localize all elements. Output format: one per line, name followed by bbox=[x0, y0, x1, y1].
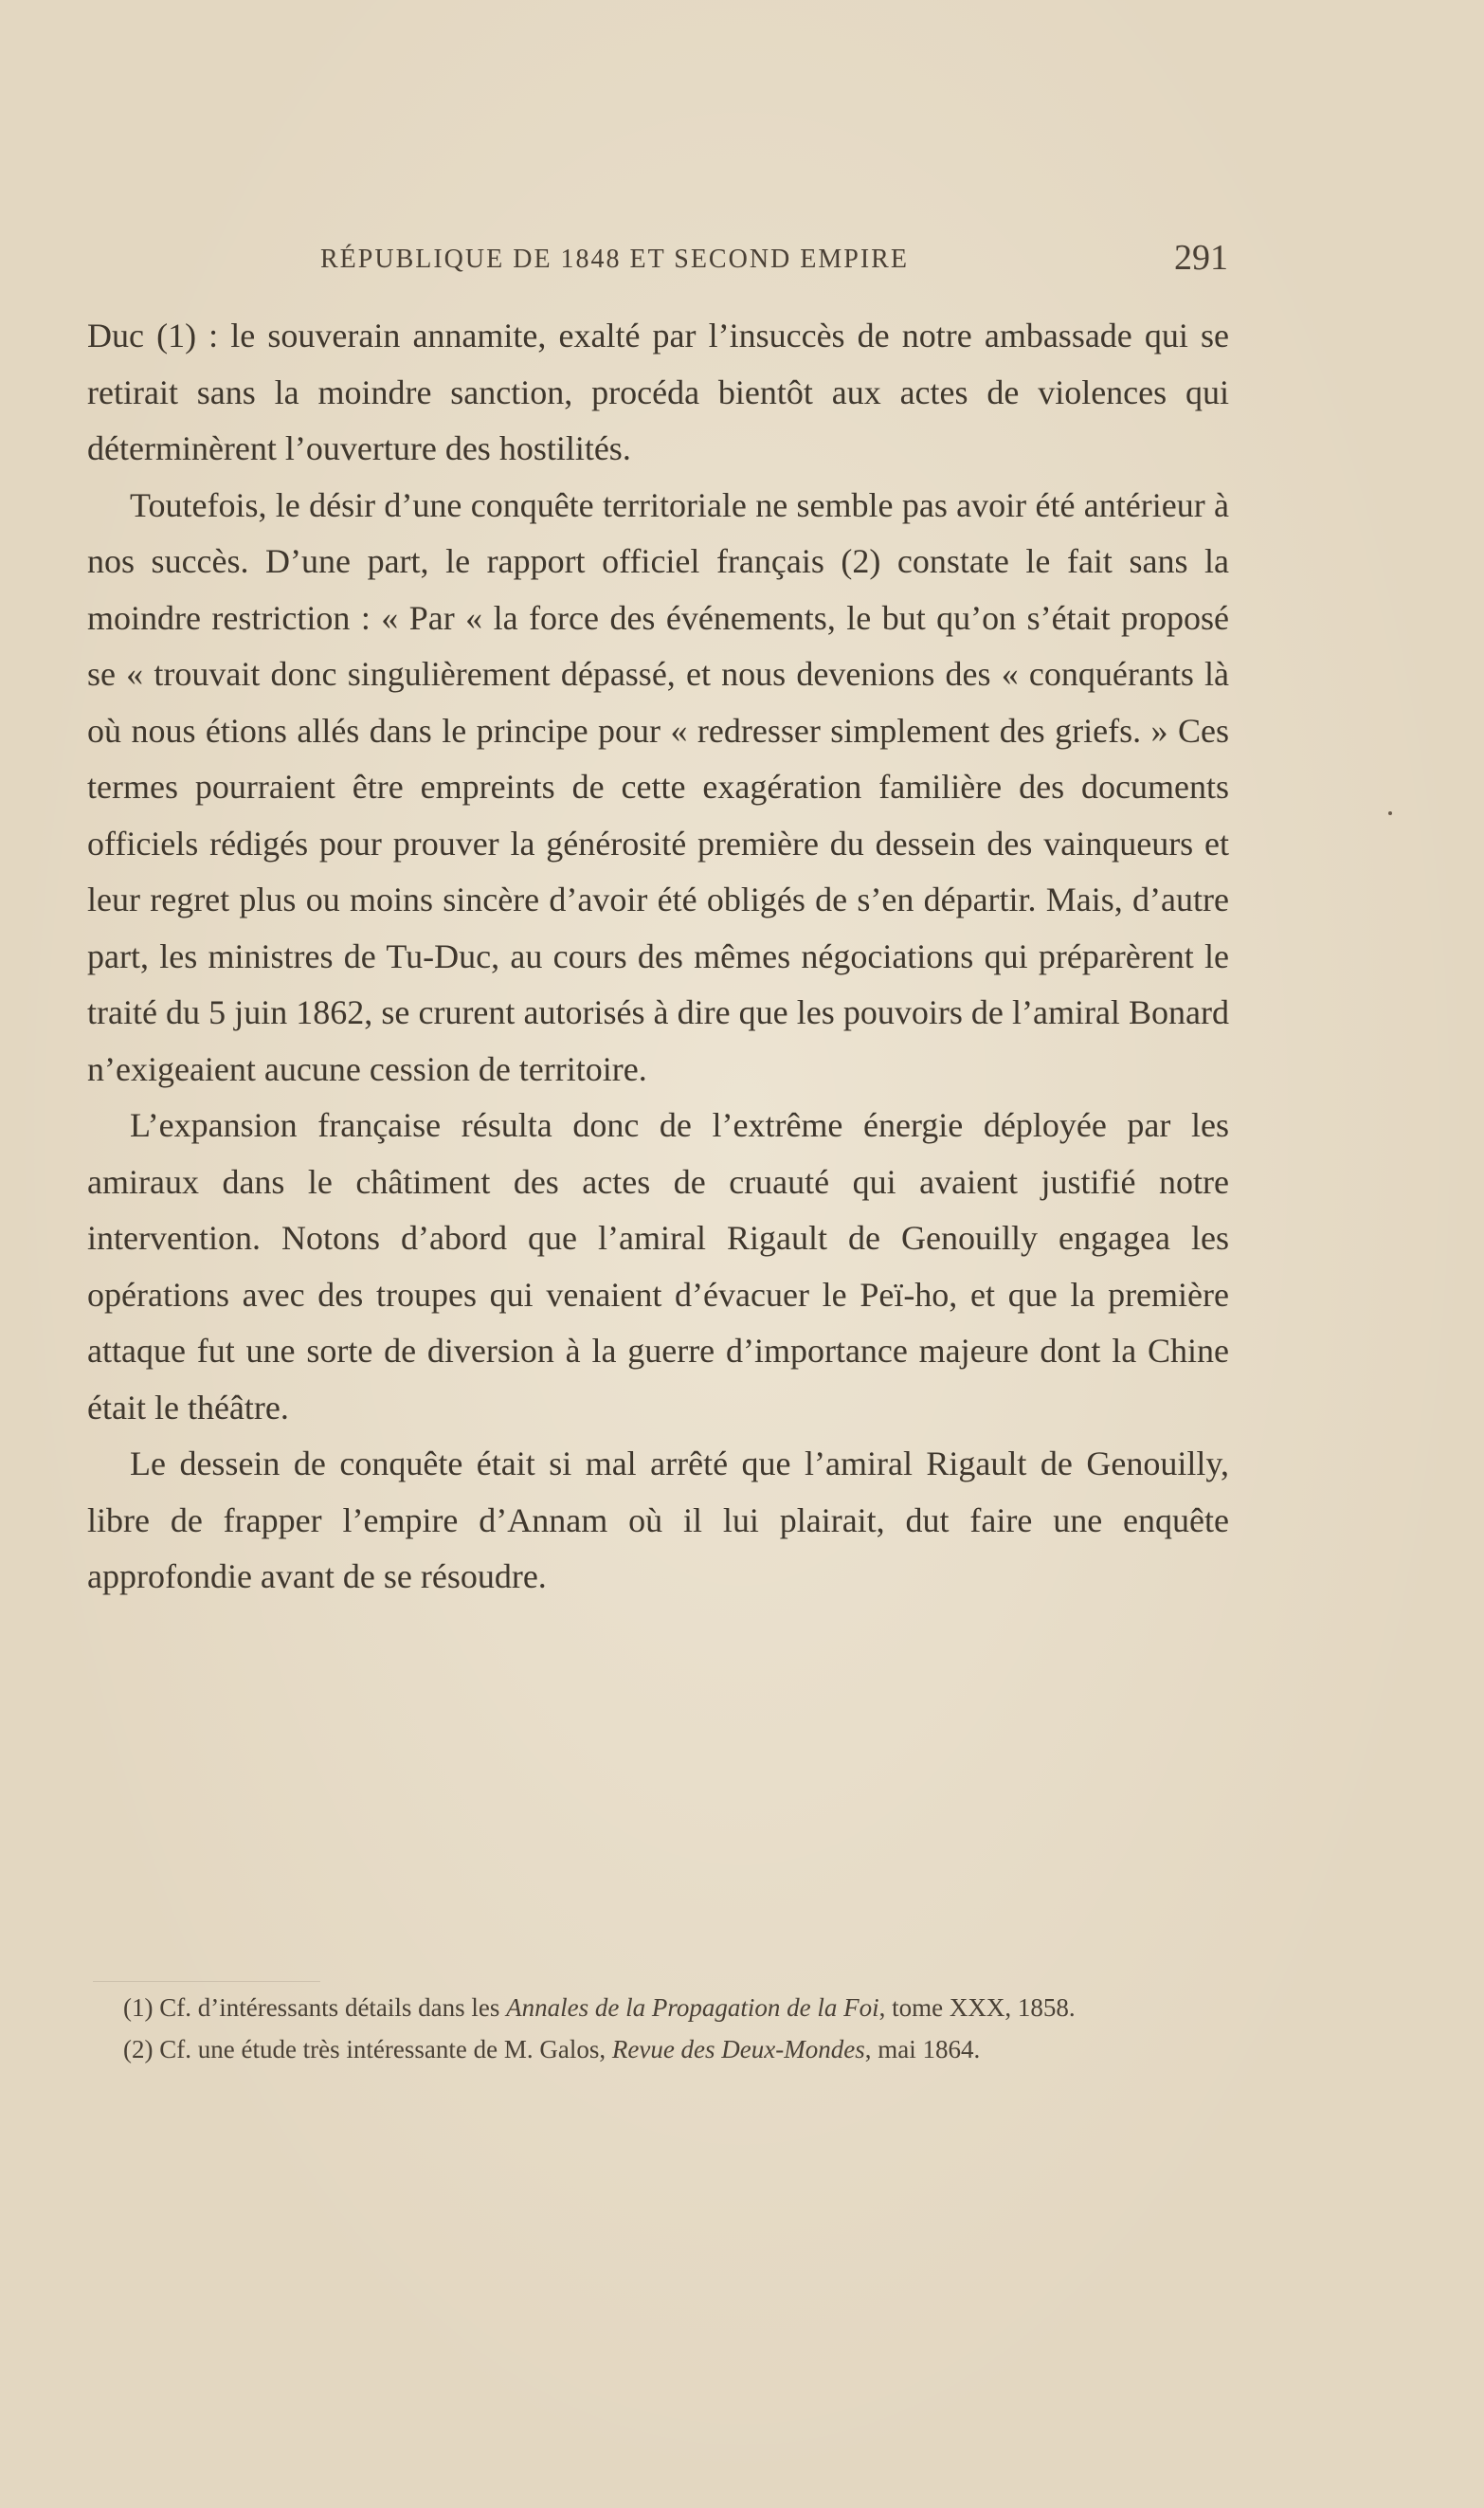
footnote-1 bbox=[91, 1990, 1228, 2025]
footnote-2 bbox=[91, 2032, 1228, 2066]
main-text bbox=[87, 308, 1229, 1606]
paragraph-2: Toutefois, le désir d’une conquête territoriale ne semble pas avoir été antérieur à nos succès. D’une part, le rapport officiel français (2) constate le fait sans la moindre restriction : « Par « la force des événements, le but qu’on s’était proposé se « trouvait donc singulièrement dépassé, et nous devenions des « conquérants là où nous étions allés dans le principe pour « redresser simplement des griefs. » Ces termes pourraient être empreints de cette exagération familière des documents officiels rédigés pour prouver la générosité première du dessein des vainqueurs et leur regret plus ou moins sincère d’avoir été obligés de s’en départir. Mais, d’autre part, les ministres de Tu-Duc, au cours des mêmes négociations qui préparèrent le traité du 5 juin 1862, se crurent autorisés à dire que les pouvoirs de l’amiral Bonard n’exigeaient aucune cession de territoire. bbox=[87, 485, 1229, 1088]
footnote-2-suffix: , mai 1864. bbox=[864, 2035, 981, 2063]
footnote-1-prefix: (1) Cf. d’intéressants détails dans les bbox=[123, 1993, 500, 2022]
running-title: RÉPUBLIQUE DE 1848 ET SECOND EMPIRE bbox=[320, 245, 909, 274]
paper-speck bbox=[1388, 811, 1392, 815]
footnote-1-suffix: , tome XXX, 1858. bbox=[878, 1993, 1076, 2022]
footnote-divider bbox=[93, 1981, 320, 1982]
footnote-2-prefix: (2) Cf. une étude très intéressante de M. Galos, bbox=[123, 2035, 606, 2063]
paragraph-1: Duc (1) : le souverain annamite, exalté par l’insuccès de notre ambassade qui se retirait sans la moindre sanction, procéda bientôt aux actes de violences qui déterminèrent l’ouverture des hostilités. bbox=[87, 317, 1229, 467]
footnotes bbox=[91, 1990, 1228, 2074]
paragraph-4: Le dessein de conquête était si mal arrêté que l’amiral Rigault de Genouilly, libre de frapper l’empire d’Annam où il lui plairait, dut faire une enquête approfondie avant de se résoudre. bbox=[87, 1445, 1229, 1595]
footnote-2-title: Revue des Deux-Mondes bbox=[611, 2035, 865, 2063]
paragraph-3: L’expansion française résulta donc de l’extrême énergie déployée par les amiraux dans le châtiment des actes de cruauté qui avaient justifié notre intervention. Notons d’abord que l’amiral Rigault de Genouilly engagea les opérations avec des troupes qui venaient d’évacuer le Peï-ho, et que la première attaque fut une sorte de diversion à la guerre d’importance majeure dont la Chine était le théâtre. bbox=[87, 1106, 1229, 1427]
page-header bbox=[93, 238, 1228, 292]
footnote-1-title: Annales de la Propagation de la Foi bbox=[506, 1993, 879, 2022]
page-number: 291 bbox=[1174, 238, 1228, 278]
